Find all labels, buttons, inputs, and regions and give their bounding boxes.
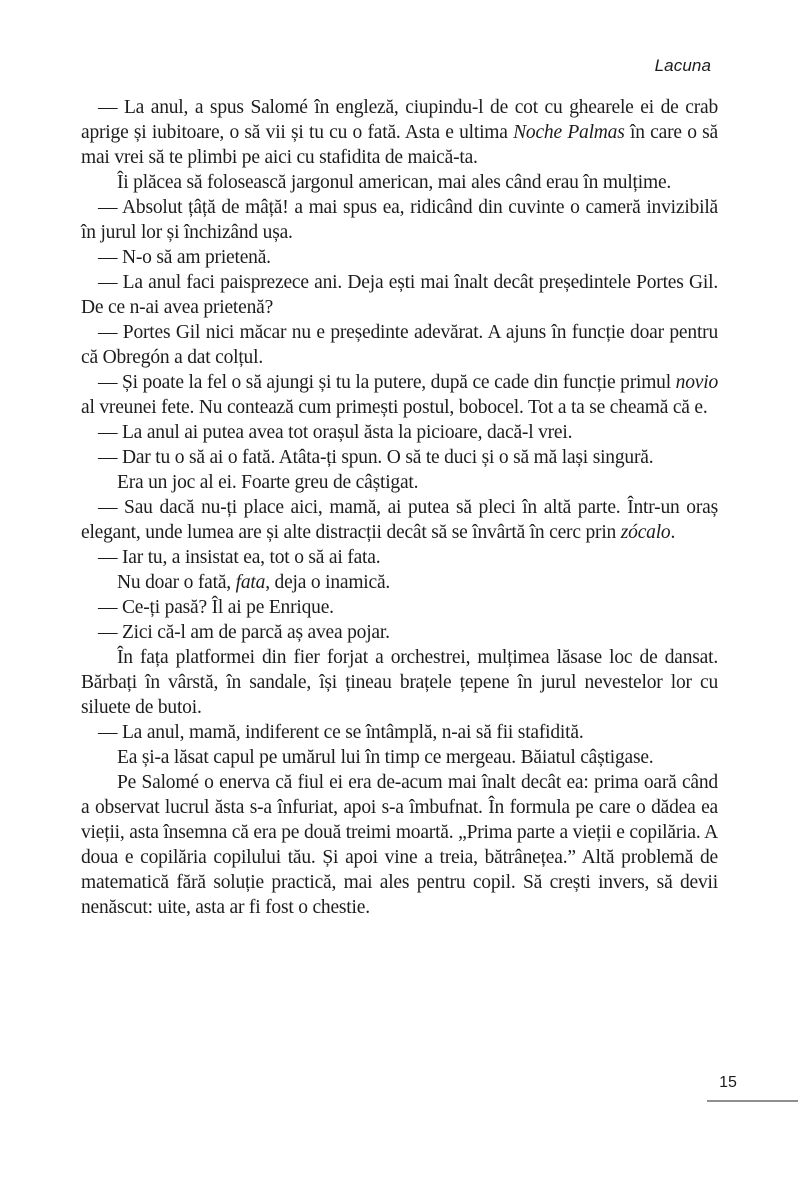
paragraph (81, 720, 718, 745)
text-run: — Și poate la fel o să ajungi și tu la putere, după ce cade din funcție primul (98, 372, 676, 393)
text-run: — La anul ai putea avea tot orașul ăsta la picioare, dacă-l vrei. (98, 422, 573, 443)
body-text (81, 95, 718, 920)
text-run: În fața platformei din fier forjat a orchestrei, mulțimea lăsase loc de dansat. Bărbați în vârstă, în sandale, își țineau brațele țepene în jurul nevestelor lor cu siluete de butoi. (81, 647, 718, 718)
text-run: . (670, 522, 676, 543)
paragraph (81, 95, 718, 170)
text-run: Pe Salomé o enerva că fiul ei era de-acum mai înalt decât ea: prima oară când a observat lucrul ăsta s-a înfuriat, apoi s-a îmbufnat. În formula pe care o dădea ea vieții, asta însemna că era pe două treimi moartă. „Prima parte a vieții e copilăria. A doua e copilăria copilului tău. Și apoi vine a treia, bătrânețea.” Altă problemă de matematică fără soluție practică, mai ales pentru copil. Să crești invers, să devii nenăscut: uite, asta ar fi fost o chestie. (81, 772, 718, 918)
paragraph (81, 370, 718, 420)
text-run: — La anul faci paisprezece ani. Deja ești mai înalt decât președintele Portes Gil. De ce n-ai avea prietenă? (81, 272, 718, 318)
text-run: Ea și-a lăsat capul pe umărul lui în timp ce mergeau. Băiatul câștigase. (117, 747, 654, 768)
text-run: — La anul, mamă, indiferent ce se întâmplă, n-ai să fii stafidită. (98, 722, 584, 743)
text-run: — Iar tu, a insistat ea, tot o să ai fata. (98, 547, 381, 568)
paragraph (81, 445, 718, 470)
italic-text-run: zócalo (620, 522, 671, 543)
paragraph (81, 170, 718, 195)
paragraph (81, 270, 718, 320)
text-run: , deja o inamică. (265, 572, 391, 593)
text-run: — Zici că-l am de parcă aș avea pojar. (98, 622, 390, 643)
paragraph (81, 320, 718, 370)
paragraph (81, 470, 718, 495)
italic-text-run: Noche Palmas (513, 122, 625, 143)
italic-text-run: novio (675, 372, 718, 393)
text-run: — Dar tu o să ai o fată. Atâta-ți spun. O să te duci și o să mă lași singură. (98, 447, 654, 468)
running-header (81, 56, 711, 76)
text-run: — Ce-ți pasă? Îl ai pe Enrique. (98, 597, 334, 618)
text-run: în care o să mai vrei să te plimbi pe aici cu stafidita de maică-ta. (81, 122, 718, 168)
text-run: — Portes Gil nici măcar nu e președinte adevărat. A ajuns în funcție doar pentru că Obregón a dat colțul. (81, 322, 718, 368)
text-run: Nu doar o fată, (117, 572, 236, 593)
paragraph (81, 595, 718, 620)
paragraph (81, 645, 718, 720)
paragraph (81, 620, 718, 645)
text-run: al vreunei fete. Nu contează cum primești postul, bobocel. Tot a ta se cheamă că e. (81, 397, 708, 418)
paragraph (81, 420, 718, 445)
paragraph (81, 745, 718, 770)
paragraph (81, 195, 718, 245)
page-number: 15 (719, 1074, 737, 1091)
text-run: Îi plăcea să folosească jargonul american, mai ales când erau în mulțime. (117, 172, 672, 193)
footer-rule (707, 1100, 798, 1102)
paragraph (81, 770, 718, 920)
paragraph (81, 495, 718, 545)
text-run: — N-o să am prietenă. (98, 247, 271, 268)
text-run: Era un joc al ei. Foarte greu de câștigat. (117, 472, 419, 493)
paragraph (81, 545, 718, 570)
paragraph (81, 245, 718, 270)
italic-text-run: fata (235, 572, 266, 593)
paragraph (81, 570, 718, 595)
book-title-header: Lacuna (654, 56, 711, 75)
text-run: — Sau dacă nu-ți place aici, mamă, ai putea să pleci în altă parte. Într-un oraș elegant, unde lumea are și alte distracții decât să se învârtă în cerc prin (81, 497, 718, 543)
text-run: — Absolut țâță de mâță! a mai spus ea, ridicând din cuvinte o cameră invizibilă în jurul lor și închizând ușa. (81, 197, 718, 243)
text-run: — La anul, a spus Salomé în engleză, ciupindu-l de cot cu ghearele ei de crab aprige și iubitoare, o să vii și tu cu o fată. Asta e ultima (81, 97, 718, 143)
